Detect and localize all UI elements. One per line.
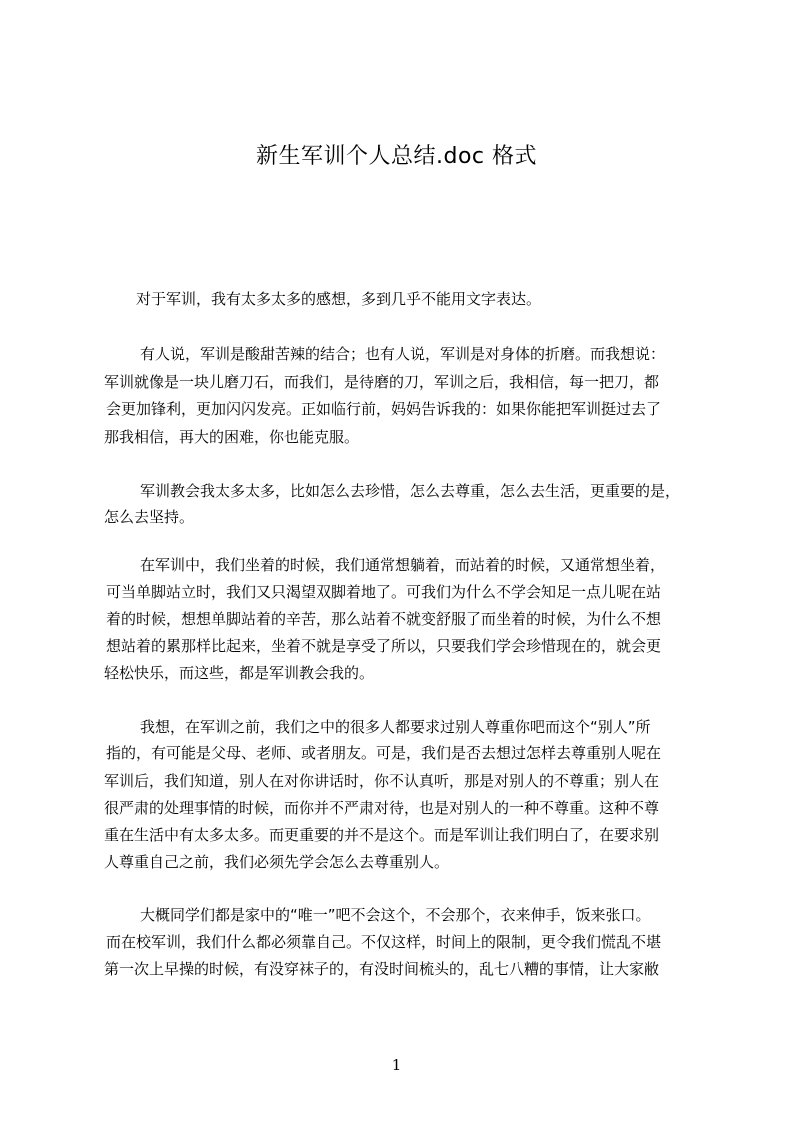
paragraph-5-line-5: 重在生活中有太多太多。而更重要的并不是这个。而是军训让我们明白了，在要求别 xyxy=(104,826,660,844)
paragraph-6-line-1: 大概同学们都是家中的“唯一”吧不会这个，不会那个，衣来伸手，饭来张口。 xyxy=(140,906,651,924)
paragraph-5-line-6: 人尊重自己之前，我们必须先学会怎么去尊重别人。 xyxy=(104,853,450,871)
paragraph-5-line-2: 指的，有可能是父母、老师、或者朋友。可是，我们是否去想过怎样去尊重别人呢在 xyxy=(106,744,662,762)
paragraph-2-line-4: 那我相信，再大的困难，你也能克服。 xyxy=(104,428,360,446)
paragraph-4-line-3: 着的时候，想想单脚站着的辛苦，那么站着不就变舒服了而坐着的时候，为什么不想 xyxy=(106,610,662,628)
paragraph-4-line-1: 在军训中，我们坐着的时候，我们通常想躺着，而站着的时候，又通常想坐着， xyxy=(140,556,666,574)
document-title: 新生军训个人总结.doc 格式 xyxy=(255,144,537,169)
paragraph-3-line-1: 军训教会我太多太多，比如怎么去珍惜，怎么去尊重，怎么去生活，更重要的是， xyxy=(140,482,681,500)
page-number: 1 xyxy=(391,1056,402,1074)
paragraph-5-line-3: 军训后，我们知道，别人在对你讲话时，你不认真听，那是对别人的不尊重；别人在 xyxy=(104,772,660,790)
paragraph-4-line-2: 可当单脚站立时，我们又只渴望双脚着地了。可我们为什么不学会知足一点儿呢在站 xyxy=(106,583,662,601)
paragraph-3-line-2: 怎么去坚持。 xyxy=(104,508,195,526)
paragraph-5-line-1: 我想，在军训之前，我们之中的很多人都要求过别人尊重你吧而这个“别人”所 xyxy=(140,718,651,736)
paragraph-5-line-4: 很严肃的处理事情的时候，而你并不严肃对待，也是对别人的一种不尊重。这种不尊 xyxy=(104,799,660,817)
paragraph-2-line-1: 有人说，军训是酸甜苦辣的结合；也有人说，军训是对身体的折磨。而我想说： xyxy=(140,345,666,363)
paragraph-2-line-2: 军训就像是一块儿磨刀石，而我们，是待磨的刀，军训之后，我相信，每一把刀，都 xyxy=(104,373,660,391)
paragraph-6-line-3: 第一次上早操的时候，有没穿袜子的，有没时间梳头的，乱七八糟的事情，让大家敝 xyxy=(104,960,660,978)
paragraph-4-line-5: 轻松快乐，而这些，都是军训教会我的。 xyxy=(104,664,375,682)
paragraph-4-line-4: 想站着的累那样比起来，坐着不就是享受了所以，只要我们学会珍惜现在的，就会更 xyxy=(106,637,662,655)
paragraph-2-line-3: 会更加锋利，更加闪闪发亮。正如临行前，妈妈告诉我的：如果你能把军训挺过去了 xyxy=(106,400,662,418)
paragraph-6-line-2: 而在校军训，我们什么都必须靠自己。不仅这样，时间上的限制，更令我们慌乱不堪 xyxy=(106,933,662,951)
paragraph-1-line-1: 对于军训，我有太多太多的感想，多到几乎不能用文字表达。 xyxy=(136,290,542,308)
